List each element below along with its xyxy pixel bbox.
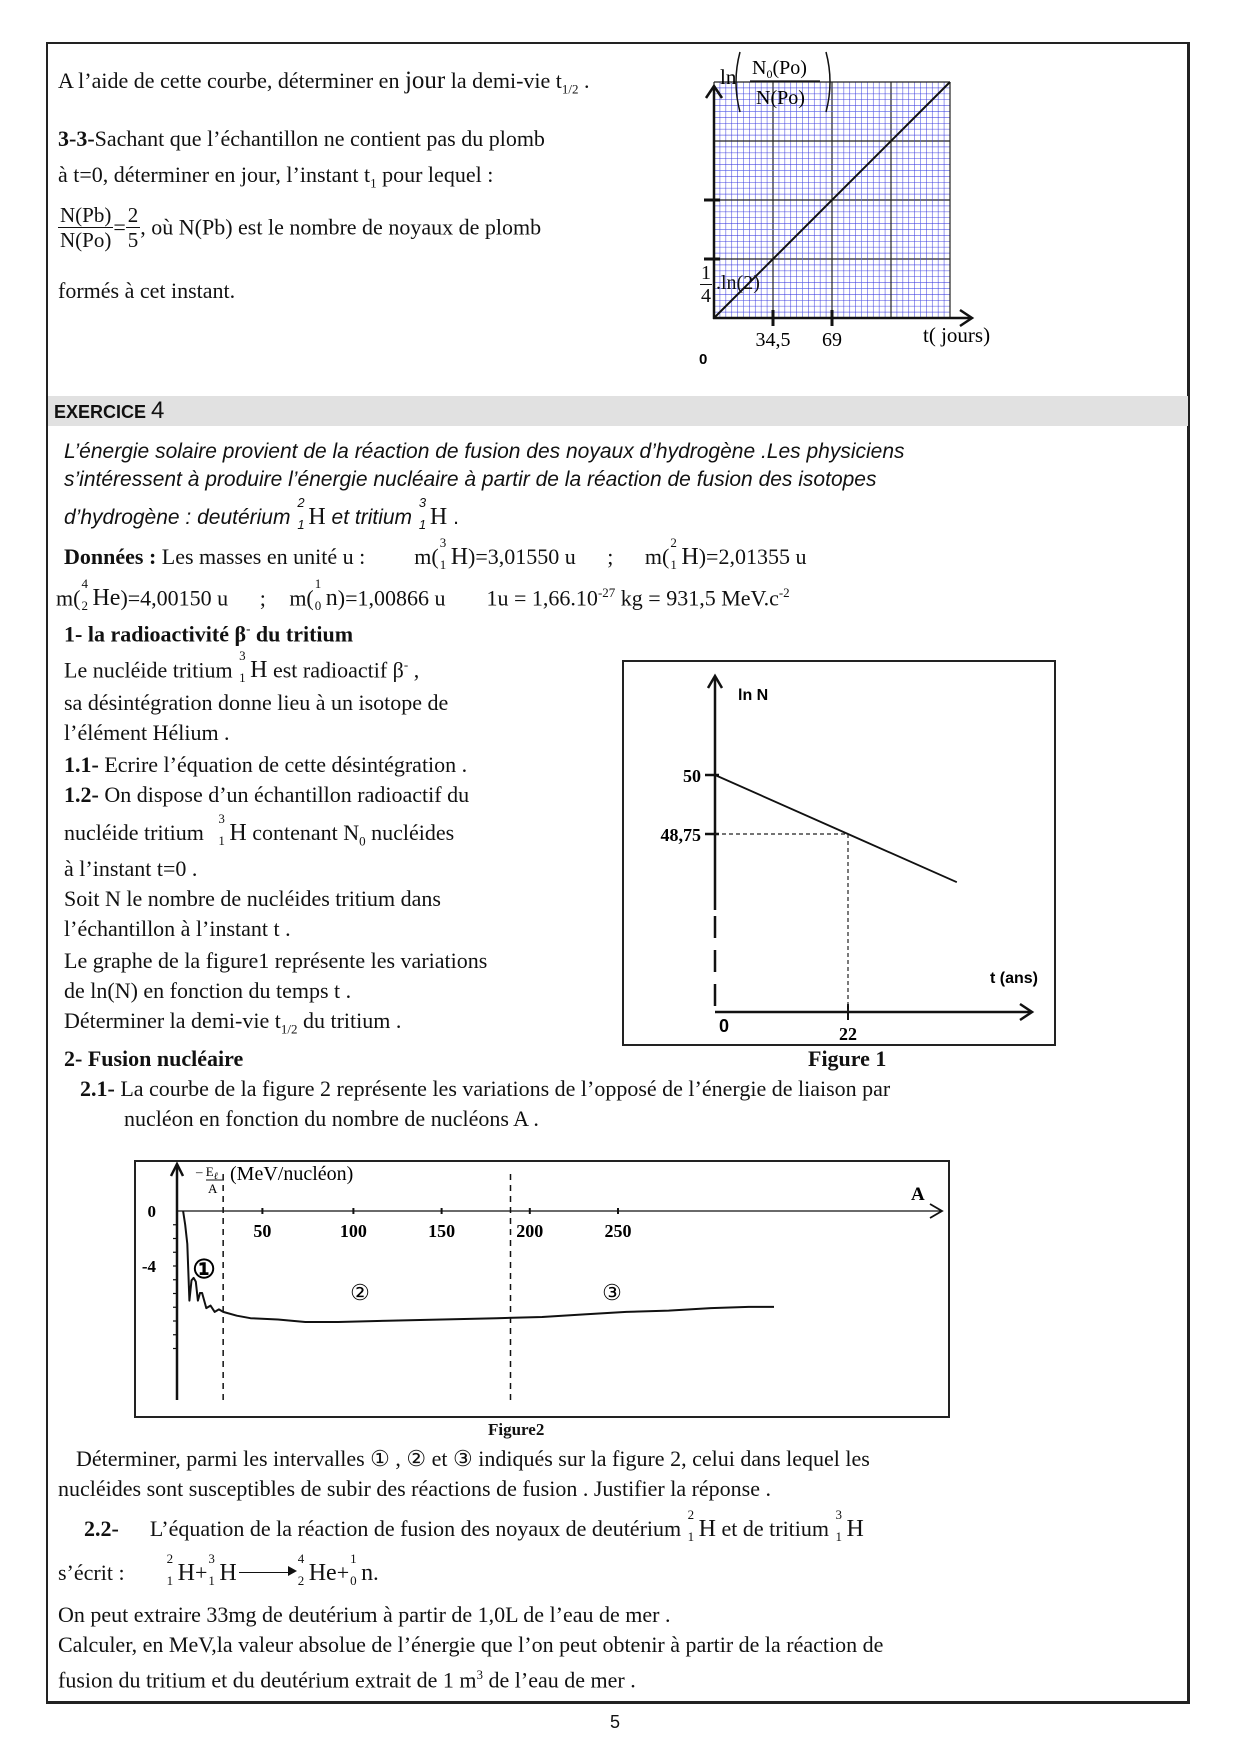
p1-line-3: l’élément Hélium . xyxy=(64,720,230,745)
x-tick-label: 22 xyxy=(839,1024,857,1044)
ratio-fraction xyxy=(58,203,113,252)
y-tick-label: 50 xyxy=(683,766,701,786)
q33-label: 3-3- xyxy=(58,126,95,151)
q21-line-1: 2.1- La courbe de la figure 2 représente les variations de l’opposé de l’énergie de liaison par xyxy=(80,1076,891,1101)
q22-equation: s’écrit : 2 1 H+ 3 1 H 4 2 He+ 1 0 n. xyxy=(58,1551,379,1588)
mass-neutron: =1,00866 u xyxy=(345,585,446,611)
exercise-title xyxy=(54,398,164,425)
x-tick-label: 100 xyxy=(339,1221,367,1241)
chart-figure1 xyxy=(622,660,1056,1046)
data-line-1: Données : Les masses en unité u : m( 3 1 H)=3,01550 u ; m( 2 1 H)=2,01355 u xyxy=(64,535,807,572)
nuclide-h2: 2 1 H xyxy=(297,495,326,532)
chart-ln-ratio xyxy=(690,40,1130,400)
fig2-ylabel-den: A xyxy=(208,1181,218,1196)
fig1-border xyxy=(623,661,1055,1045)
q12-line-5: l’échantillon à l’instant t . xyxy=(64,916,291,941)
q12-line-4: Soit N le nombre de nucléides tritium dans xyxy=(64,886,441,911)
x-tick-label: 50 xyxy=(253,1221,272,1241)
q33-line4: formés à cet instant. xyxy=(58,278,236,303)
c0-ylabel-prefix: ln xyxy=(720,65,737,89)
q33-line2-end: pour lequel : xyxy=(376,162,494,187)
q22-nuclide-h2: 2 1 H xyxy=(687,1507,716,1544)
y-tick-label: -4 xyxy=(141,1257,156,1276)
q32-text: A l’aide de cette courbe, déterminer en jour la demi-vie $t_{1/2}$ . xyxy=(58,67,590,97)
fig2-ylabel-unit: (MeV/nucléon) xyxy=(230,1163,354,1185)
eq-h2: 2 1 H xyxy=(166,1551,195,1588)
q32-unit: jour xyxy=(404,67,446,94)
c0-ytick-label-num: 1 xyxy=(701,262,711,284)
fig2-axes xyxy=(142,1164,942,1400)
eq-he4: 4 2 He xyxy=(297,1551,337,1588)
data-label: Données : xyxy=(64,544,157,569)
mass-h3-nuclide: 3 1 H xyxy=(439,535,469,572)
c0-ytick-label-end: .ln(2) xyxy=(716,272,760,294)
q33-line2-text: à t=0, déterminer en jour, l’instant t xyxy=(58,162,371,187)
q22-line-3: On peut extraire 33mg de deutérium à partir de 1,0L de l’eau de mer . xyxy=(58,1602,671,1627)
c0-ylabel-den: N(Po) xyxy=(756,87,805,109)
q33-line2 xyxy=(58,162,493,196)
ratio-den: N(Po) xyxy=(60,228,112,252)
x-tick-label: 200 xyxy=(516,1221,544,1241)
p1-nuclide-h3: 3 1 H xyxy=(239,648,268,686)
q12-line-6: Le graphe de la figure1 représente les variations xyxy=(64,948,488,973)
fig2-ylabel-num: – $E_\ell$ xyxy=(196,1164,218,1182)
fig2-border xyxy=(135,1161,949,1417)
eq-h3: 3 1 H xyxy=(208,1551,237,1588)
ratio-num: N(Pb) xyxy=(60,203,112,227)
c0-ytick-label-den: 4 xyxy=(701,285,711,307)
reaction-arrow-icon xyxy=(237,1570,297,1580)
intro-line-2: s’intéressent à produire l’énergie nucléaire à partir de la réaction de fusion des isotopes xyxy=(64,468,877,491)
page-number: 5 xyxy=(610,1712,621,1732)
q32-sub: 1/2 xyxy=(561,81,579,97)
q32-text-b: la demi-vie t xyxy=(450,68,562,93)
x-tick-label: 150 xyxy=(428,1221,456,1241)
region-label: ② xyxy=(350,1280,370,1305)
q12-line-7: de ln(N) en fonction du temps t . xyxy=(64,978,352,1003)
part1-title: 1- la radioactivité β- du tritium xyxy=(64,621,354,647)
nuclide-h3: 3 1 H xyxy=(418,495,448,532)
fig2-question-1: Déterminer, parmi les intervalles ① , ② et ③ indiqués sur la figure 2, celui dans lequel les xyxy=(76,1446,870,1471)
q12-line-8: Déterminer la demi-vie $t_{1/2}$ du tritium . xyxy=(64,1008,402,1037)
data-line xyxy=(715,775,957,882)
chart-figure2 xyxy=(134,1160,950,1418)
ratio-val-den: 5 xyxy=(127,228,139,252)
y-tick-label: 0 xyxy=(147,1202,156,1221)
c0-ylabel-num: $N_0(Po)$ xyxy=(752,57,807,81)
q22-line-1: 2.2- L’équation de la réaction de fusion des noyaux de deutérium 2 1 H et de tritium 3 1 H xyxy=(84,1507,864,1544)
p1-line-1: Le nucléide tritium 3 1 H est radioactif β- , xyxy=(64,648,420,686)
intro-line-1: L’énergie solaire provient de la réaction de fusion des noyaux d’hydrogène .Les physiciens xyxy=(64,440,905,463)
p1-line-2: sa désintégration donne lieu à un isotope de xyxy=(64,690,449,715)
mass-deuterium: =2,01355 u xyxy=(706,544,807,569)
q12-nuclide-h3: 3 1 H xyxy=(218,811,247,848)
unit-conv-exp2: -2 xyxy=(778,585,790,600)
q12-line-3: à l’instant t=0 . xyxy=(64,856,198,881)
q33-line1 xyxy=(58,126,545,152)
fig2-question-2: nucléides sont susceptibles de subir des réactions de fusion . Justifier la réponse . xyxy=(58,1476,772,1501)
fig2-xlabel: A xyxy=(911,1184,925,1205)
ratio-value xyxy=(126,203,141,252)
x-tick-label: 69 xyxy=(822,329,842,351)
fig2-marks xyxy=(183,1174,774,1400)
c0-ytick-label xyxy=(700,262,712,307)
q22-line-5: fusion du tritium et du deutérium extrait de 1 $m^3$ de l’eau de mer . xyxy=(58,1667,636,1693)
q22-line-4: Calculer, en MeV,la valeur absolue de l’énergie que l’on peut obtenir à partir de la réaction de xyxy=(58,1632,884,1657)
q33-text: Sachant que l’échantillon ne contient pas du plomb xyxy=(94,126,545,151)
ratio-eq: = xyxy=(113,214,126,240)
region-label: ③ xyxy=(602,1280,622,1305)
exercise-header-bar xyxy=(48,396,1188,426)
fig1-caption: Figure 1 xyxy=(808,1046,887,1071)
q12-line-2: nucléide tritium 3 1 H contenant $N_0$ nucléides xyxy=(64,811,455,849)
fig2-caption: Figure2 xyxy=(488,1420,545,1439)
c0-origin: 0 xyxy=(699,351,708,368)
mass-n1-nuclide: 1 0 n xyxy=(314,576,338,614)
fig1-axes xyxy=(661,676,1033,1044)
fig1-marks xyxy=(715,775,957,1012)
intro-line-3b: et tritium xyxy=(331,506,413,529)
mass-helium: =4,00150 u xyxy=(127,585,229,611)
q32-text-a: A l’aide de cette courbe, déterminer en xyxy=(58,68,400,93)
exercise-title-text: EXERCICE xyxy=(54,402,147,422)
fig1-ylabel: ln N xyxy=(738,687,769,704)
data-curve xyxy=(183,1211,774,1322)
ratio-line xyxy=(58,203,541,252)
data-text: Les masses en unité u : xyxy=(161,544,366,569)
fig1-origin: 0 xyxy=(719,1016,730,1036)
part2-title: 2- Fusion nucléaire xyxy=(64,1046,244,1071)
exercise-number: 4 xyxy=(151,397,165,424)
x-tick-label: 34,5 xyxy=(755,329,791,351)
mass-he4-nuclide: 4 2 He xyxy=(81,576,121,614)
q22-nuclide-h3: 3 1 H xyxy=(835,1507,864,1544)
data-line-2: m( 4 2 He)=4,00150 u ; m( 1 0 n)=1,00866 u $1u = 1,66.10^{-27}$ kg = 931,5 $MeV.c^{-2}$ xyxy=(56,576,790,614)
intro-line-3: d’hydrogène : deutérium 2 1 H et tritium 3 1 H . xyxy=(64,495,459,532)
y-tick-label: 48,75 xyxy=(660,825,701,845)
eq-n1: 1 0 n xyxy=(350,1551,374,1588)
q12-line-1: 1.2- On dispose d’un échantillon radioactif du xyxy=(64,782,470,807)
ratio-text: , où N(Pb) est le nombre de noyaux de plomb xyxy=(140,214,542,240)
q11: 1.1- Ecrire l’équation de cette désintégration . xyxy=(64,752,468,777)
intro-line-3a: d’hydrogène : deutérium xyxy=(64,506,291,529)
unit-conv-a: 1u = 1,66.10 xyxy=(486,585,598,611)
x-tick-label: 250 xyxy=(604,1221,632,1241)
unit-conv-b: kg = 931,5 MeV.c xyxy=(615,585,779,611)
c0-xlabel: t( jours) xyxy=(923,323,991,347)
q33-line2-sub: 1 xyxy=(370,175,377,191)
mass-h2-nuclide: 2 1 H xyxy=(670,535,699,572)
q21-line-2: nucléon en fonction du nombre de nucléons A . xyxy=(124,1106,539,1131)
fig1-xlabel: t (ans) xyxy=(990,970,1038,987)
unit-conv-exp: -27 xyxy=(597,585,616,600)
region-label: ① xyxy=(192,1255,216,1284)
ratio-val-num: 2 xyxy=(127,203,139,227)
mass-tritium: =3,01550 u xyxy=(475,544,576,569)
